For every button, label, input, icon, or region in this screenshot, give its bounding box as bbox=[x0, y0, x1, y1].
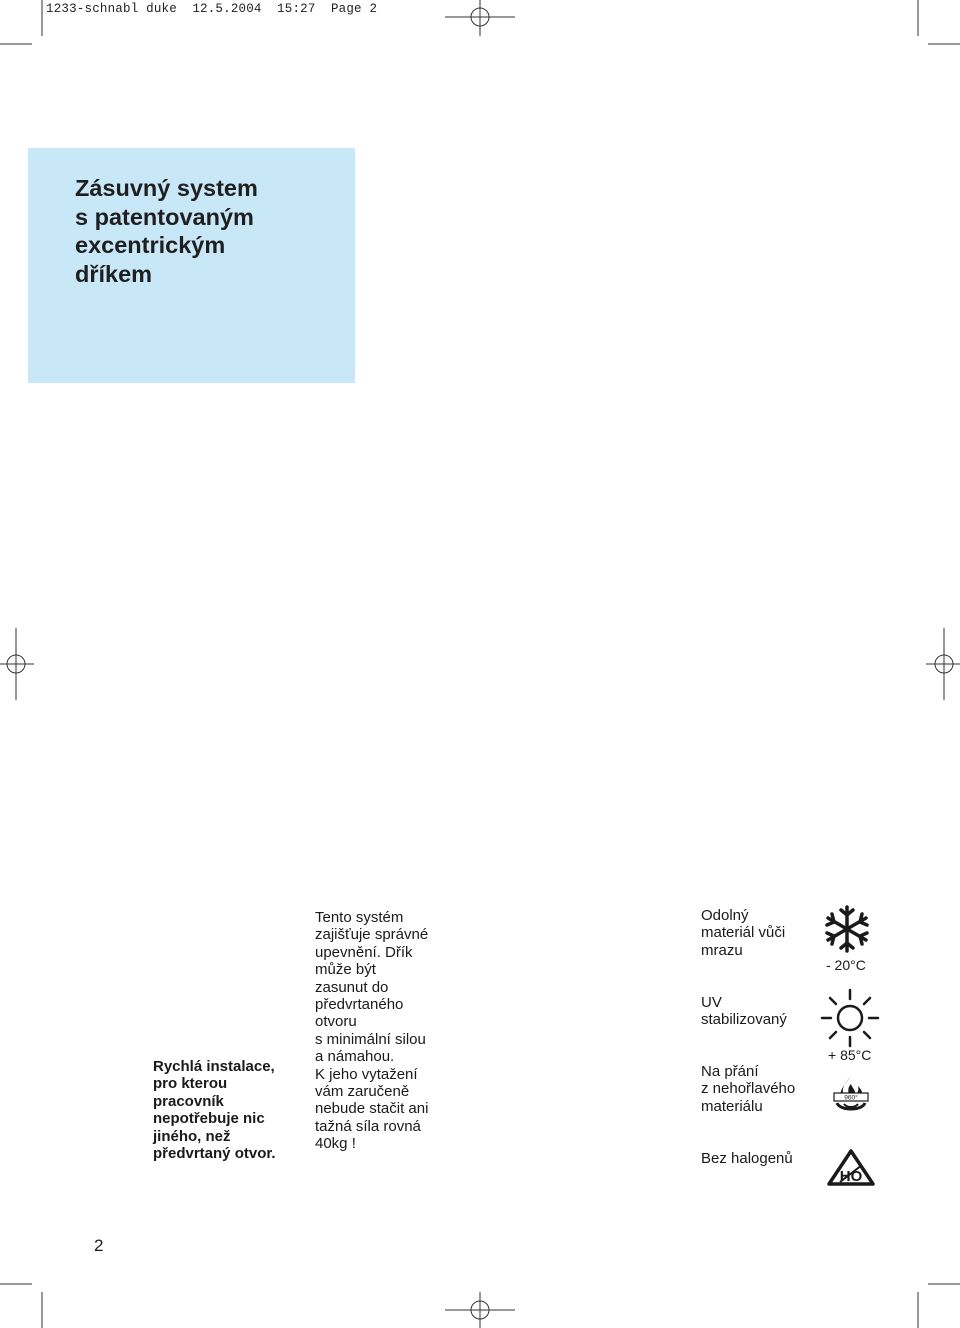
text-line: tažná síla rovná bbox=[315, 1117, 421, 1135]
halogen-icon-label: HO bbox=[839, 1168, 863, 1185]
text-line: Tento systém bbox=[315, 909, 404, 926]
text-line: pracovník bbox=[153, 1092, 224, 1110]
left-column-text bbox=[153, 1058, 276, 1162]
text-line: upevnění. Dřík bbox=[315, 943, 413, 961]
feature-frost-text bbox=[701, 907, 785, 959]
title-line: excentrickým bbox=[75, 232, 226, 258]
snowflake-icon bbox=[822, 904, 872, 954]
text-line: s minimální silou bbox=[315, 1030, 426, 1048]
text-line: z nehořlavého bbox=[701, 1080, 796, 1098]
text-line: jiného, než bbox=[153, 1127, 231, 1145]
text-line: Bez halogenů bbox=[701, 1150, 793, 1167]
text-line: Rychlá instalace, bbox=[153, 1058, 275, 1075]
text-line: K jeho vytažení bbox=[315, 1065, 418, 1083]
text-line: zajišťuje správné bbox=[315, 926, 429, 944]
text-line: materiál vůči bbox=[701, 924, 786, 942]
text-line: a námahou. bbox=[315, 1048, 395, 1066]
title-line: s patentovaným bbox=[75, 203, 254, 230]
text-line: vám zaručeně bbox=[315, 1083, 410, 1101]
text-line: předvrtaného bbox=[315, 996, 404, 1014]
text-line: zasunut do bbox=[315, 978, 389, 996]
sun-icon bbox=[820, 988, 880, 1048]
middle-column-text bbox=[315, 909, 428, 1153]
text-line: materiálu bbox=[701, 1097, 763, 1115]
page-title bbox=[75, 174, 258, 288]
temperature-max: + 85°C bbox=[828, 1047, 872, 1063]
text-line: může být bbox=[315, 961, 376, 979]
text-line: nebude stačit ani bbox=[315, 1100, 429, 1118]
text-line: 40kg ! bbox=[315, 1135, 356, 1153]
text-line: pro kterou bbox=[153, 1075, 228, 1093]
text-line: UV bbox=[701, 994, 722, 1011]
text-line: Na přání bbox=[701, 1063, 759, 1080]
feature-halogen-free-text bbox=[701, 1150, 793, 1167]
title-line: Zásuvný system bbox=[75, 175, 258, 201]
halogen-free-icon bbox=[826, 1148, 876, 1188]
feature-nonflammable-text bbox=[701, 1063, 795, 1115]
text-line: stabilizovaný bbox=[701, 1011, 787, 1029]
flame-icon-label: 960° bbox=[844, 1094, 858, 1102]
text-line: otvoru bbox=[315, 1013, 357, 1031]
temperature-min: - 20°C bbox=[826, 957, 866, 973]
page-number: 2 bbox=[94, 1236, 104, 1255]
feature-uv-text bbox=[701, 994, 787, 1029]
text-line: mrazu bbox=[701, 941, 743, 959]
text-line: nepotřebuje nic bbox=[153, 1110, 265, 1128]
flame-retardant-icon bbox=[830, 1073, 872, 1115]
text-line: předvrtaný otvor. bbox=[153, 1145, 276, 1163]
printer-slug: 1233-schnabl duke 12.5.2004 15:27 Page 2 bbox=[46, 2, 378, 16]
title-box bbox=[28, 148, 355, 383]
text-line: Odolný bbox=[701, 907, 749, 924]
title-line: dříkem bbox=[75, 260, 153, 287]
